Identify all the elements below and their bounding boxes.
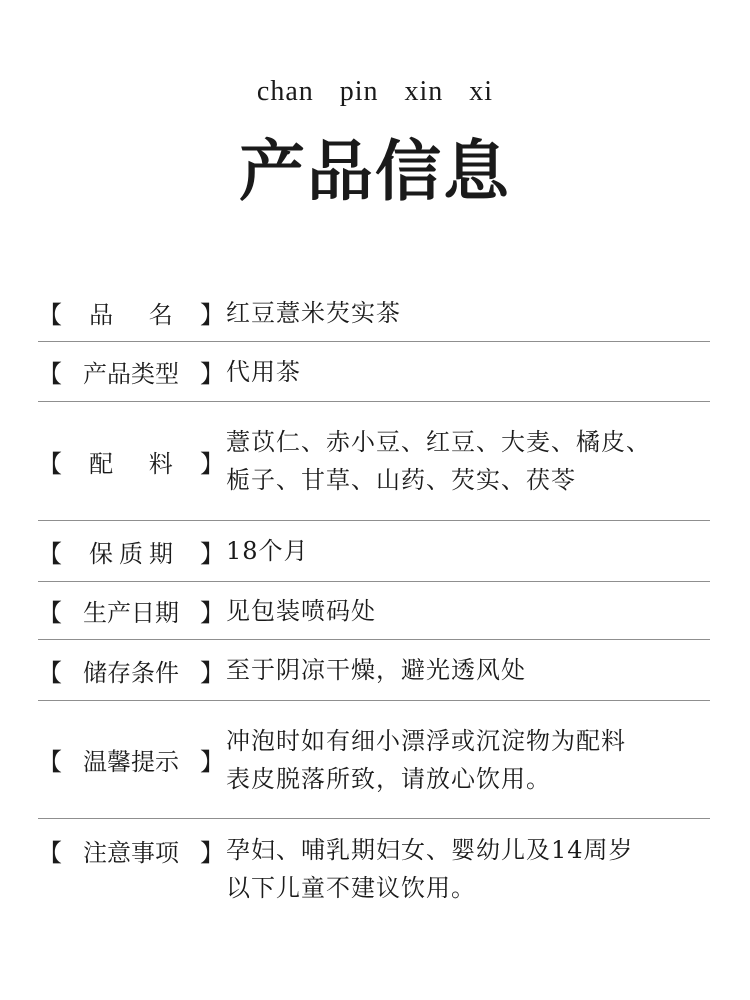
close-bracket: 】 xyxy=(200,449,224,478)
row-label xyxy=(38,831,224,869)
open-bracket: 【 xyxy=(38,449,62,478)
open-bracket: 【 xyxy=(38,539,62,568)
open-bracket: 【 xyxy=(38,301,62,329)
value-line: 薏苡仁、赤小豆、红豆、大麦、橘皮、 xyxy=(226,428,651,456)
label-product-type: 产品类型 xyxy=(83,360,179,388)
value-tips xyxy=(224,722,710,798)
label-product-name: 品 名 xyxy=(89,301,187,329)
info-row-tips xyxy=(38,701,710,819)
close-bracket: 】 xyxy=(200,599,224,627)
label-shelf-life: 保质期 xyxy=(89,539,179,568)
value-shelf-life xyxy=(224,532,710,570)
close-bracket: 】 xyxy=(200,360,224,388)
open-bracket: 【 xyxy=(38,838,62,867)
value-line: 栀子、甘草、山药、芡实、茯苓 xyxy=(226,466,576,494)
value-line: 红豆薏米芡实茶 xyxy=(226,298,401,327)
row-label xyxy=(38,444,224,479)
row-label xyxy=(38,742,224,777)
row-label xyxy=(38,295,224,330)
value-line: 冲泡时如有细小漂浮或沉淀物为配料 xyxy=(226,726,626,755)
value-line: 以下儿童不建议饮用。 xyxy=(226,874,476,902)
close-bracket: 】 xyxy=(200,539,224,568)
label-storage: 储存条件 xyxy=(83,658,179,687)
value-line: 见包装喷码处 xyxy=(226,596,376,625)
info-row-production-date xyxy=(38,582,710,640)
value-cautions xyxy=(224,831,710,907)
page-title: 产品信息 xyxy=(239,133,511,210)
info-row-ingredients xyxy=(38,402,710,521)
close-bracket: 】 xyxy=(200,301,224,329)
info-row-cautions xyxy=(38,819,710,919)
open-bracket: 【 xyxy=(38,748,62,776)
close-bracket: 】 xyxy=(200,838,224,867)
value-ingredients xyxy=(224,423,710,499)
open-bracket: 【 xyxy=(38,658,62,687)
title-pinyin: chan pin xin xi xyxy=(256,76,494,107)
value-line: 孕妇、哺乳期妇女、婴幼儿及14周岁 xyxy=(226,836,634,864)
close-bracket: 】 xyxy=(200,748,224,776)
close-bracket: 】 xyxy=(200,658,224,687)
open-bracket: 【 xyxy=(38,360,62,388)
label-cautions: 注意事项 xyxy=(83,838,179,867)
label-tips: 温馨提示 xyxy=(83,748,179,776)
value-product-name xyxy=(224,294,710,332)
row-label xyxy=(38,593,224,628)
info-row-product-type xyxy=(38,342,710,402)
value-product-type xyxy=(224,353,710,391)
row-label xyxy=(38,653,224,688)
value-line: 代用茶 xyxy=(226,357,301,386)
info-row-shelf-life xyxy=(38,521,710,582)
info-row-product-name xyxy=(38,284,710,342)
product-info-table xyxy=(38,284,710,919)
value-line: 18个月 xyxy=(226,537,309,565)
info-row-storage xyxy=(38,640,710,701)
label-production-date: 生产日期 xyxy=(83,599,179,627)
value-line: 至于阴凉干燥，避光透风处 xyxy=(226,656,526,684)
value-storage xyxy=(224,651,710,689)
value-production-date xyxy=(224,592,710,630)
value-line: 表皮脱落所致，请放心饮用。 xyxy=(226,764,551,793)
label-ingredients: 配 料 xyxy=(89,449,187,478)
row-label xyxy=(38,354,224,389)
open-bracket: 【 xyxy=(38,599,62,627)
row-label xyxy=(38,534,224,569)
